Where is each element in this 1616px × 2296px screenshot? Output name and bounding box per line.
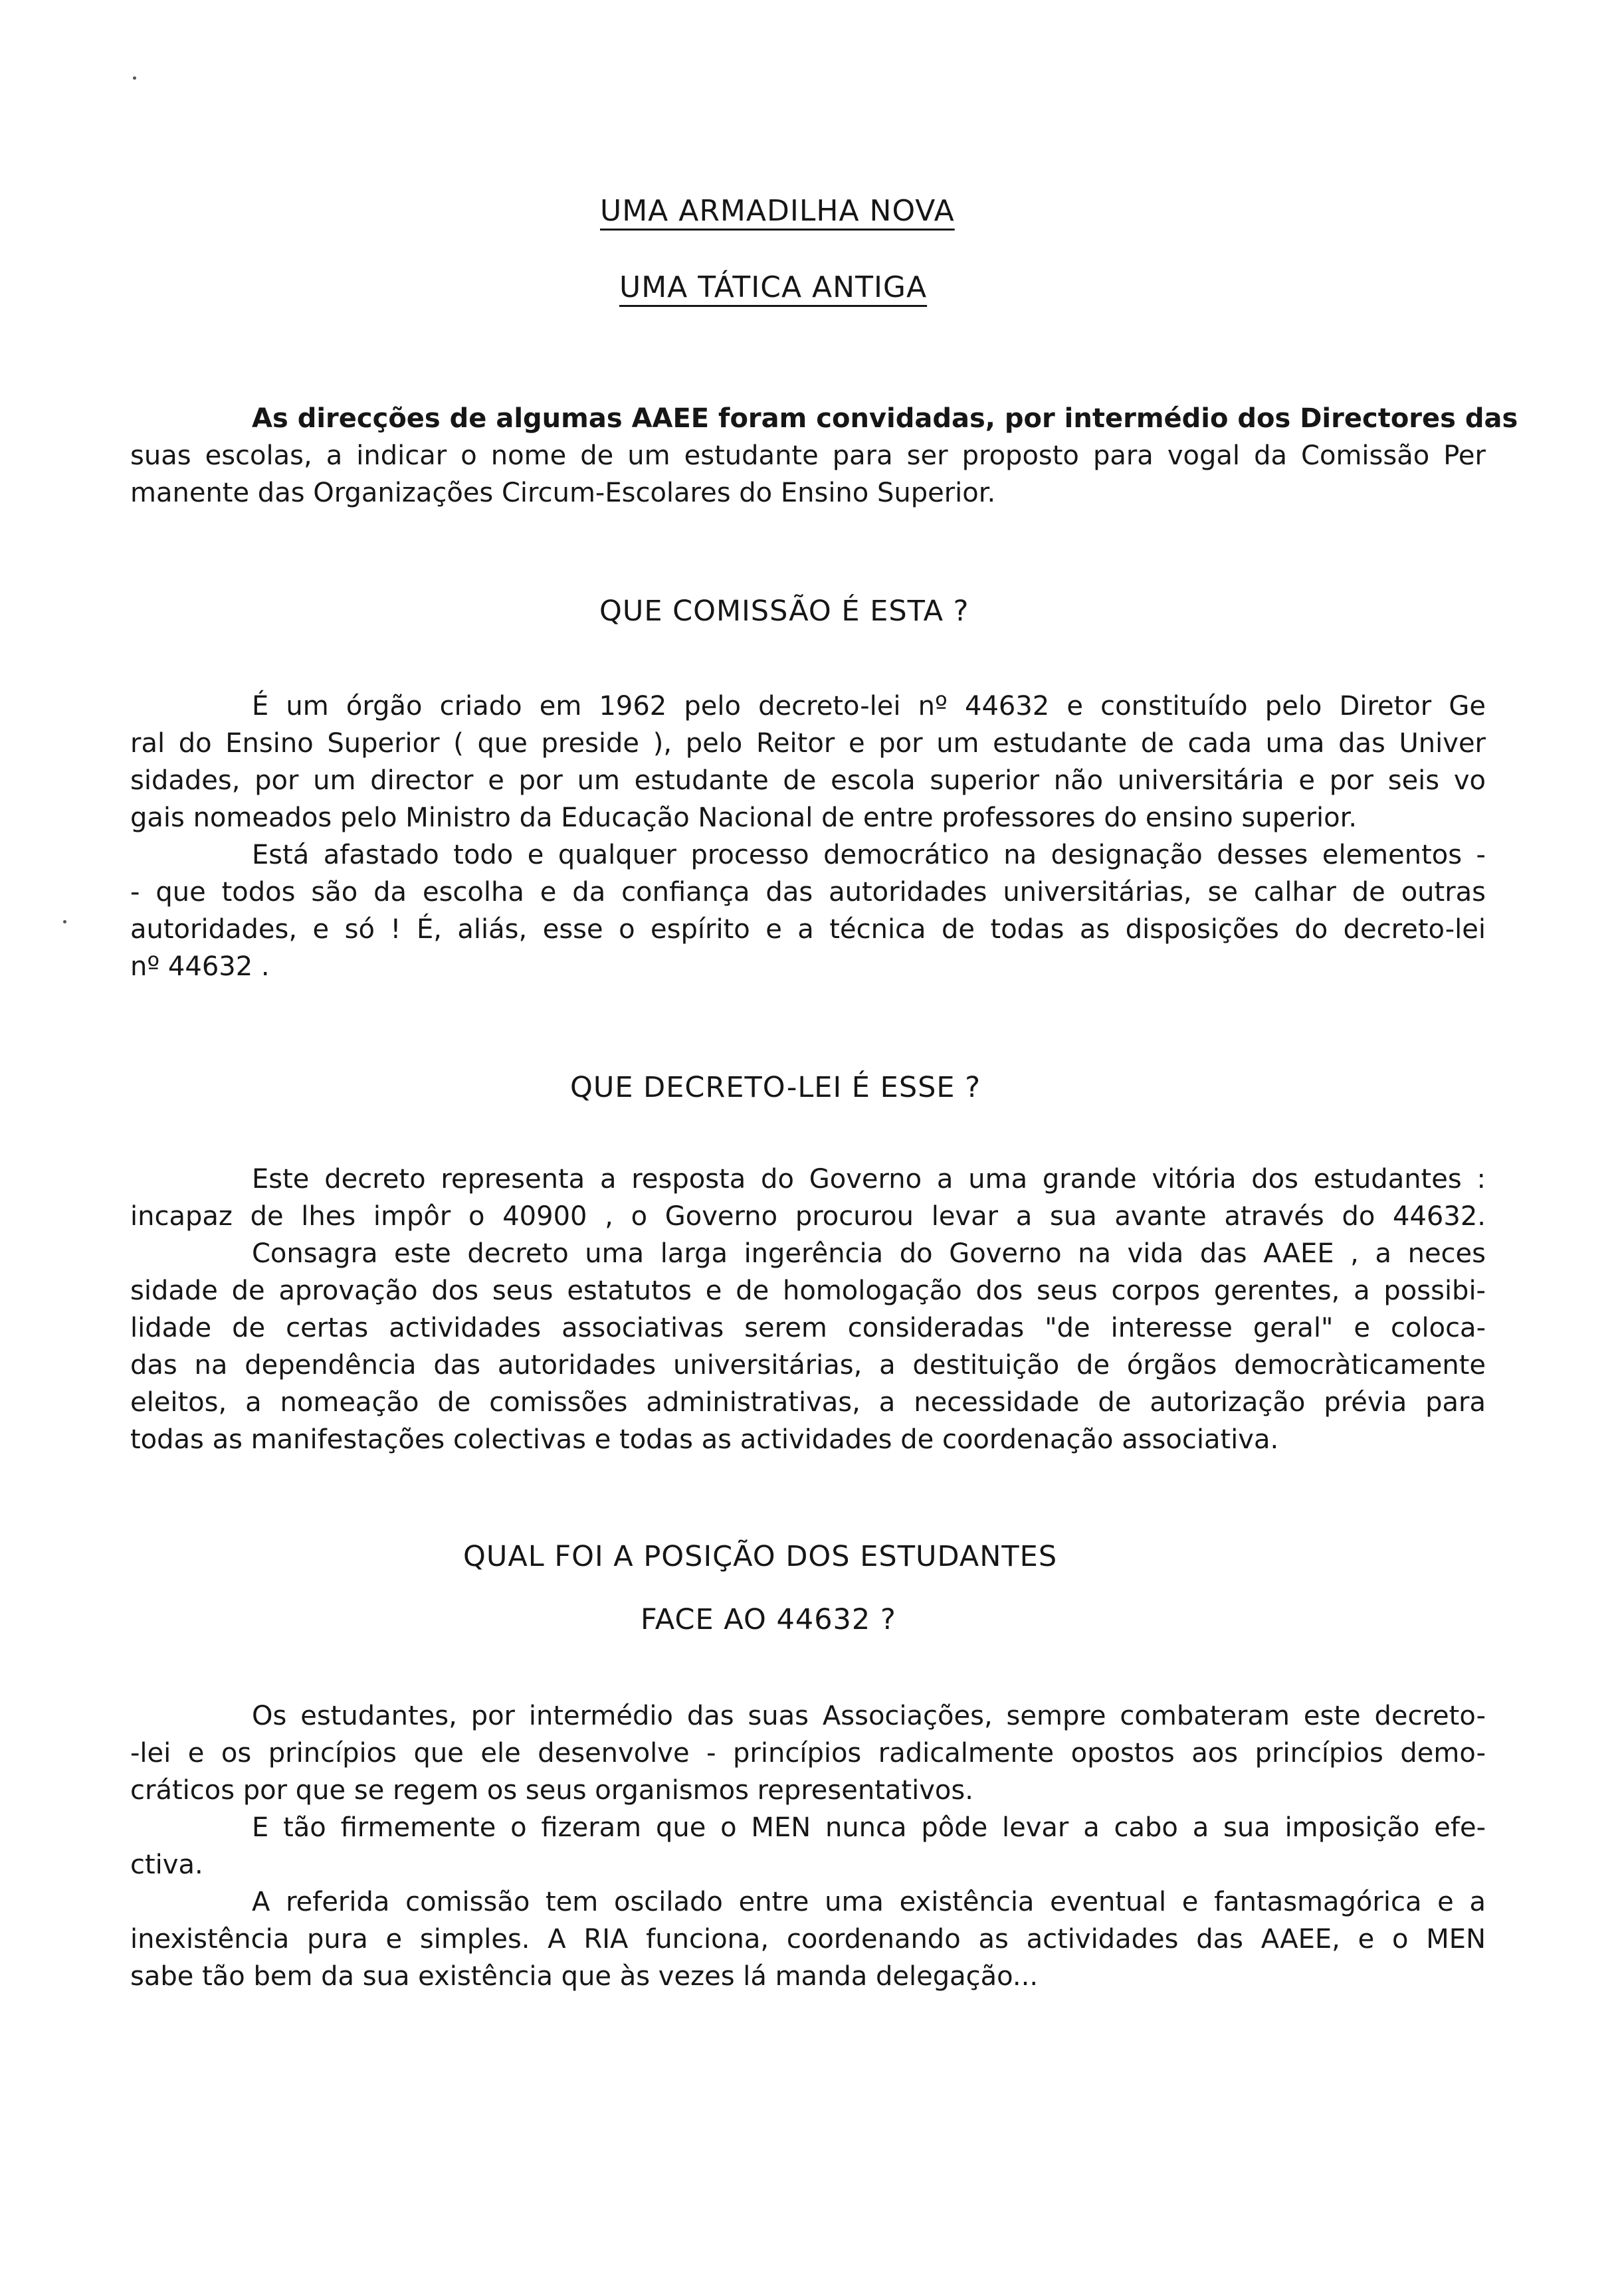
section-heading: QUE DECRETO-LEI É ESSE ? — [570, 1071, 981, 1104]
text-line: sidades, por um director e por um estudante de escola superior não universitária e por seis vo — [130, 765, 1486, 796]
text-line: manente das Organizações Circum-Escolares do Ensino Superior. — [130, 478, 996, 508]
document-title-line-1: UMA ARMADILHA NOVA — [600, 194, 955, 228]
text-line: cráticos por que se regem os seus organismos representativos. — [130, 1775, 973, 1806]
text-line: inexistência pura e simples. A RIA funciona, coordenando as actividades das AAEE, e o MEN — [130, 1924, 1486, 1955]
section-heading: FACE AO 44632 ? — [641, 1603, 896, 1636]
section-3-body — [130, 1697, 1486, 1995]
text-line: sabe tão bem da sua existência que às vezes lá manda delegação... — [130, 1961, 1039, 1992]
text-line: das na dependência das autoridades universitárias, a destituição de órgãos democràticamente — [130, 1350, 1486, 1381]
scan-speck — [63, 920, 66, 923]
text-line: todas as manifestações colectivas e todas as actividades de coordenação associativa. — [130, 1424, 1279, 1455]
text-line: - que todos são da escolha e da confiança das autoridades universitárias, se calhar de outras — [130, 877, 1486, 908]
section-2-body — [130, 1161, 1486, 1458]
section-heading: QUAL FOI A POSIÇÃO DOS ESTUDANTES — [463, 1540, 1058, 1573]
text-line: autoridades, e só ! É, aliás, esse o espírito e a técnica de todas as disposições do decreto-lei — [130, 914, 1486, 945]
text-line: A referida comissão tem oscilado entre uma existência eventual e fantasmagórica e a — [252, 1887, 1486, 1917]
text-line: incapaz de lhes impôr o 40900 , o Governo procurou levar a sua avante através do 44632. — [130, 1201, 1486, 1232]
text-line: ctiva. — [130, 1850, 203, 1880]
text-line: nº 44632 . — [130, 951, 270, 982]
section-heading: QUE COMISSÃO É ESTA ? — [599, 595, 969, 628]
scan-speck — [133, 76, 136, 80]
text-line: Está afastado todo e qualquer processo democrático na designação desses elementos - — [252, 840, 1486, 870]
text-line: É um órgão criado em 1962 pelo decreto-lei nº 44632 e constituído pelo Diretor Ge — [252, 691, 1486, 721]
text-line: E tão firmemente o fizeram que o MEN nunca pôde levar a cabo a sua imposição efe- — [252, 1812, 1486, 1843]
text-line: lidade de certas actividades associativas serem consideradas "de interesse geral" e coloca- — [130, 1313, 1486, 1343]
text-line: Este decreto representa a resposta do Governo a uma grande vitória dos estudantes : — [252, 1164, 1486, 1195]
text-line: sidade de aprovação dos seus estatutos e de homologação dos seus corpos gerentes, a possibi- — [130, 1276, 1486, 1306]
text-line: suas escolas, a indicar o nome de um estudante para ser proposto para vogal da Comissão Per — [130, 440, 1486, 471]
text-line: eleitos, a nomeação de comissões administrativas, a necessidade de autorização prévia para — [130, 1387, 1486, 1418]
text-line: -lei e os princípios que ele desenvolve - princípios radicalmente opostos aos princípios demo- — [130, 1738, 1486, 1769]
section-1-body — [130, 688, 1486, 985]
text-line: ral do Ensino Superior ( que preside ), pelo Reitor e por um estudante de cada uma das Univer — [130, 728, 1486, 759]
text-line: Os estudantes, por intermédio das suas Associações, sempre combateram este decreto- — [252, 1701, 1486, 1731]
intro-paragraph — [130, 400, 1518, 512]
text-line: gais nomeados pelo Ministro da Educação Nacional de entre professores do ensino superior. — [130, 803, 1358, 833]
text-line: Consagra este decreto uma larga ingerência do Governo na vida das AAEE , a neces — [252, 1238, 1486, 1269]
document-title-line-2: UMA TÁTICA ANTIGA — [619, 270, 928, 304]
text-line: As direcções de algumas AAEE foram convidadas, por intermédio dos Directores das — [252, 403, 1518, 434]
